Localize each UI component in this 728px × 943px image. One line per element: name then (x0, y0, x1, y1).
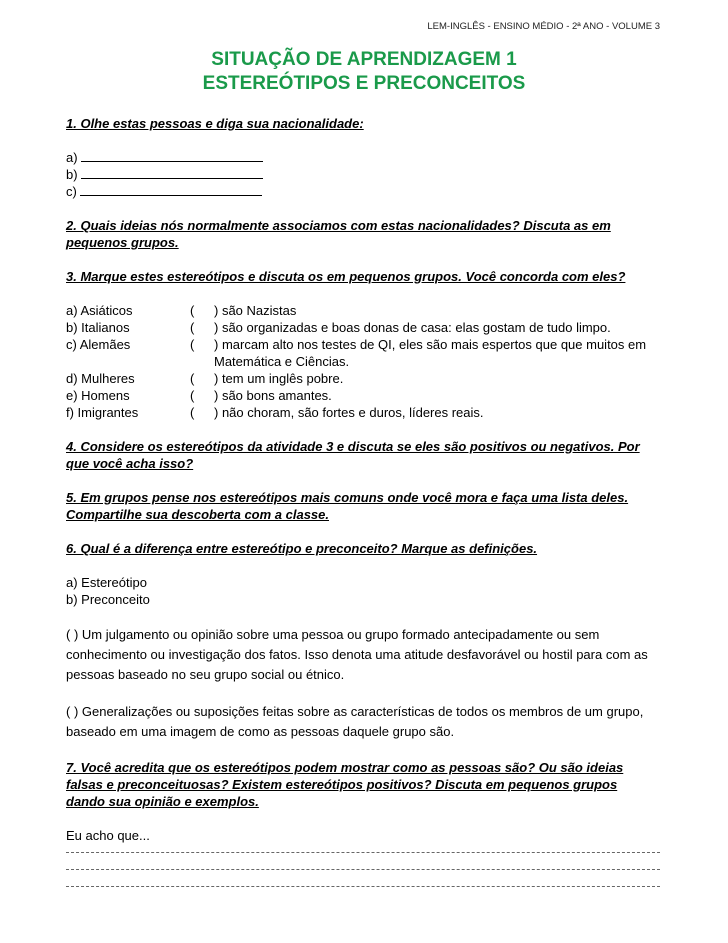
table-row: c) Alemães ( ) marcam alto nos testes de QI, eles são mais espertos que que muitos em Matemática e Ciências. (66, 337, 647, 369)
option-a: a) Estereótipo (66, 575, 147, 590)
table-row: b) Italianos ( ) são organizadas e boas donas de casa: elas gostam de tudo limpo. (66, 320, 611, 335)
answer-start: Eu acho que... (66, 828, 150, 843)
writing-line[interactable] (66, 852, 660, 853)
stereotype-table (66, 302, 666, 421)
definition-1: ( ) Um julgamento ou opinião sobre uma pessoa ou grupo formado antecipadamente ou sem conhecimento ou investigação dos fatos. Isso denota uma atitude desfavorável ou hostil para com as pessoas baseado no seu grupo social ou étnico. (66, 627, 648, 682)
page-title: SITUAÇÃO DE APRENDIZAGEM 1 (211, 49, 517, 70)
answer-blank[interactable] (81, 168, 263, 179)
question-3: 3. Marque estes estereótipos e discuta os em pequenos grupos. Você concorda com eles? (66, 269, 626, 284)
table-row: e) Homens ( ) são bons amantes. (66, 388, 332, 403)
question-6: 6. Qual é a diferença entre estereótipo e preconceito? Marque as definições. (66, 541, 538, 556)
worksheet-body (66, 115, 666, 903)
writing-line[interactable] (66, 886, 660, 887)
page-subtitle: ESTEREÓTIPOS E PRECONCEITOS (202, 73, 526, 94)
table-row: a) Asiáticos ( ) são Nazistas (66, 303, 297, 318)
answer-blank[interactable] (81, 151, 263, 162)
option-b: b) Preconceito (66, 592, 150, 607)
question-2: 2. Quais ideias nós normalmente associamos com estas nacionalidades? Discuta as em pequenos grupos. (66, 218, 611, 250)
question-5: 5. Em grupos pense nos estereótipos mais comuns onde você mora e faça uma lista deles. Compartilhe sua descoberta com a classe. (66, 490, 629, 522)
table-row: f) Imigrantes ( ) não choram, são fortes e duros, líderes reais. (66, 405, 484, 420)
question-1: 1. Olhe estas pessoas e diga sua nacionalidade: (66, 116, 364, 131)
document-header: LEM-INGLÊS - ENSINO MÉDIO - 2ª ANO - VOLUME 3 (427, 21, 660, 32)
definition-2: ( ) Generalizações ou suposições feitas sobre as características de todos os membros de um grupo, baseado em uma imagem de como as pessoas daquele grupo são. (66, 704, 644, 739)
writing-line[interactable] (66, 869, 660, 870)
question-7: 7. Você acredita que os estereótipos podem mostrar como as pessoas são? Ou são ideias falsas e preconceituosas? Existem estereótipos positivos? Discuta em pequenos grupos dando sua opinião e exemplos. (66, 760, 624, 809)
answer-line-b: b) (66, 166, 666, 183)
table-row: d) Mulheres ( ) tem um inglês pobre. (66, 371, 344, 386)
answer-blank[interactable] (80, 185, 262, 196)
answer-line-a: a) (66, 149, 666, 166)
answer-line-c: c) (66, 183, 666, 200)
question-4: 4. Considere os estereótipos da atividade 3 e discuta se eles são positivos ou negativos. Por que você acha isso? (66, 439, 640, 471)
